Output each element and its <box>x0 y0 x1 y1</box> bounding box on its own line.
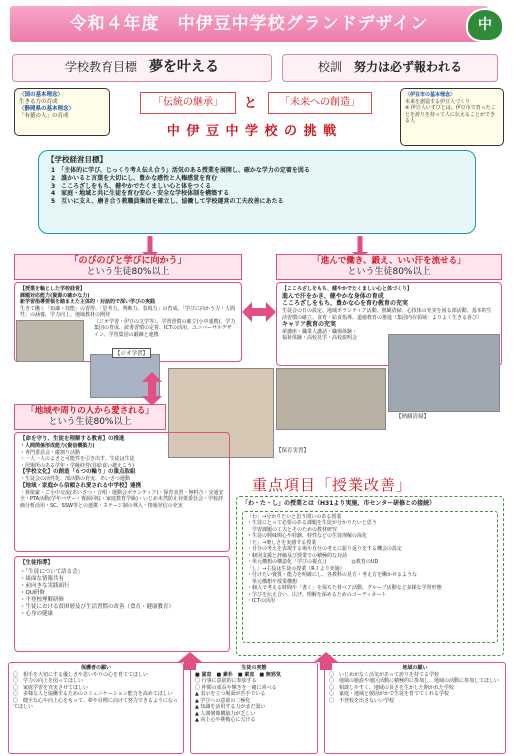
student-guidance-list <box>20 569 224 618</box>
community-wish-item: 〇 相談しやすく、地域の良さを生かした開かれた学校 <box>329 684 454 691</box>
management-goals-list <box>47 167 467 206</box>
watashi-item: ・生徒の興味関心や経験、特性などの生徒理解の深化 <box>247 533 368 540</box>
guidance-item: ・QU研修 <box>20 590 45 597</box>
community-wishes-list <box>329 672 501 705</box>
school-motto-value: 努力は必ず報われる <box>354 60 463 74</box>
management-goal-item: 1 「主体的に学び、じっくり考え伝え合う」活気のある授業を展開し、確かな学力の定着を図る <box>51 167 310 174</box>
guidance-item: ・心身の健康 <box>20 611 54 618</box>
section-a-line: （ジオ学習・伊豆の文学等）、学習習慣の確立(小中連携)、学力集団の育成、読書習慣の定着、ICTの活用、ユニバーサルデザイン、学習集団の鍛錬と連携 <box>94 318 236 338</box>
community-wish-item: 〇 不登校を出さないい学校 <box>329 697 395 704</box>
section-c-line: ・生徒会の活性化、部活動の充実、あいさつ運動 <box>20 476 131 483</box>
page-title: 令和４年度 中伊豆中学校グランドデザイン <box>10 6 488 42</box>
student-reality-item: ▲ 知識を活用する力がまだ弱い <box>195 704 266 710</box>
parents-wish-item: 〇 学力の向上を図ってほしい <box>13 678 84 684</box>
management-goal-item: 2 誰かいると言葉を大切にし、豊かな感性と人権感覚を育む <box>51 174 218 182</box>
section-a-line: 新学習指導要領を踏まえた主体的・対話的で深い学びの実践 <box>20 299 156 305</box>
section-a-subtitle: という生徒80%以上 <box>86 267 170 277</box>
city-principle-title: 〈伊豆市の基本理念〉 <box>405 92 456 98</box>
city-principle-text: 未来を創造する伊豆人づくり <box>405 98 471 105</box>
watashi-item: ・個人で考える時間や「書く」を保ちた材ペア活動、グループ活動など多様な学習形態 <box>247 585 442 592</box>
prefecture-principle-title: 〈静岡県の基本理念〉 <box>19 106 75 113</box>
section-b-title: 「進んで働き、鍛え、いい汗を流せる」 <box>312 256 466 266</box>
guidance-item: ・生徒における貧困層及び生活習慣の改善（食育・健康教育） <box>20 604 175 611</box>
city-principle-note: ※ 伊豆人いずびとは、伊豆市で育ったことを誇りを持って人に伝えることができる人 <box>405 105 496 124</box>
management-goals-title: 【学校経営目標】 <box>47 155 107 164</box>
watashi-lesson-box <box>236 496 504 656</box>
school-goal-label: 学校教育目標 <box>64 60 137 74</box>
student-reality-item: ▲ 学びへの意欲の二極化 <box>195 697 251 704</box>
tradition-box: 「伝統の継承」 <box>140 92 236 114</box>
watashi-item: ・学びを伝え合い、広げ、理解を深めるためのコーディネート <box>247 591 387 598</box>
classroom-photo <box>16 320 84 362</box>
section-c-body <box>14 432 230 552</box>
watashi-item: ・単元構想の構造化「学びの視点」) ◎教育のUD <box>247 559 379 566</box>
nursery-label: 【保育実習】 <box>276 448 310 454</box>
parents-wish-item: 〇 相手を大切にする優しさや思いやりの心を育ててほしい <box>13 671 149 678</box>
section-b-line: 【こころざしをもち、健やかでたくましい心と体づくり】 <box>282 286 413 292</box>
city-principle-box <box>400 88 504 146</box>
school-motto-label: 校訓 <box>317 60 342 74</box>
community-wishes-title: 地域の願い <box>402 665 428 671</box>
geo-label: 【ジオ学習】 <box>112 348 151 358</box>
student-reality-item: ▲ 表示を立つ場面が苦手でいる <box>195 691 266 697</box>
watashi-item: 単元構想や授業構想 <box>247 578 298 585</box>
guidance-item: ・前向きな実践面行 <box>20 583 70 590</box>
management-goal-item: 4 家庭・地域と共に生徒を育む安心・安全な学校体制を構築する <box>51 190 230 198</box>
student-reality-item: ▲ 向上心や挑戦心に欠ける <box>195 717 256 723</box>
guidance-item: ・不登校理解研修 <box>20 597 65 604</box>
community-wish-item: 〇 いじめがなく活気があって誇りを持てる学校 <box>329 671 439 678</box>
watashi-item: 「た」→楽しさを実感する授業 <box>247 539 317 546</box>
section-c-line: 【命を守り、生徒を理解する教育】の推進 <box>20 436 125 442</box>
section-b-header <box>276 254 502 280</box>
student-reality-item: ▲ 人間関係構築力が乏しい <box>195 710 256 717</box>
section-b-line: 福祉体験・高校見学・高校説明会 <box>282 335 358 342</box>
vertical-double-arrow <box>142 372 162 406</box>
section-c-line: ・居場所のある学年・学級経営(昼給食い越えこう) <box>20 462 134 469</box>
prefecture-principle-text: 「有徳の人」の育成 <box>19 113 69 120</box>
national-principle-text: 生きる力の育成 <box>19 99 58 106</box>
management-goal-item: 3 こころざしをもち、健やかでたくましい心と体をつくる <box>51 182 212 190</box>
watashi-item: ・ICTの活用 <box>247 598 276 605</box>
watashi-item: ・付けたい資質・能力を明確にし、各教科の見方・考え方を働かせるような <box>247 572 418 579</box>
parents-wishes-title: 保護者の願い <box>80 665 111 671</box>
section-c-line: ・専門委員会・縦割り活動 <box>20 449 81 456</box>
section-b-line: キャリア教育の充実 <box>282 321 337 329</box>
parents-wishes-box <box>8 662 184 754</box>
section-c-line: ・人間関係形成能力(資信構築力) <box>20 443 95 450</box>
section-c-header <box>14 404 166 430</box>
watashi-list <box>242 511 498 643</box>
watashi-item: 「し」→主役は生徒の授業（R１より実施） <box>247 565 345 572</box>
parents-wish-item: 〇 多様な人と協働するためのコミュニケーション能力を高めてほしい <box>13 691 173 697</box>
school-goal <box>12 54 272 82</box>
section-b-line: 生徒会の日の設定、地域ボランティア活動、熱観清掃、心技体の充実を図る部活動、基本的生活習慣の確立、食育・給食指導、道徳教育の推進（集団内存領域：よりよく生きる喜び） <box>282 308 492 321</box>
community-wish-item: 〇 地域の施設や地区活動に積極的に参加し、地域の活動に参加してほしい <box>329 678 500 684</box>
creation-box: 「未来への創造」 <box>268 92 372 114</box>
parents-wishes-list <box>13 672 179 711</box>
watashi-item: ・個別支援と評価及び授業での積極的な対話 <box>247 552 348 559</box>
watashi-item: 学習課題の工夫とそのための教材研究 <box>247 526 338 533</box>
parents-wish-item: 〇 健全な心や向上心をもって、夢や目標に向けて努力できるようになってほしい <box>13 697 178 710</box>
national-principle-box <box>14 88 110 136</box>
national-principle-title: 〈国の基本理念〉 <box>19 92 64 98</box>
horizontal-double-arrow <box>242 300 276 324</box>
watashi-item: 「わ」→分かりたいと思う問いのある授業 <box>247 513 342 520</box>
cleaning-photo <box>388 334 500 412</box>
student-reality-categories: ■ 富直 ■ 素朴 ■ 素直 ■ 無邪気 <box>195 671 281 678</box>
guidance-item: ・「生徒について語る会」 <box>20 569 84 576</box>
student-guidance-title: 【生徒指導】 <box>20 560 54 566</box>
section-c-subtitle: という生徒80%以上 <box>48 417 132 427</box>
section-a-title: 「のびのびと学びに向かう」 <box>69 256 187 266</box>
management-goal-item: 5 互いに支え、磨き合う教職員集団を確立し、協働して学校運営の工夫改善にあたる <box>51 198 284 206</box>
community-wishes-box <box>324 662 506 754</box>
school-goal-value: 夢を叶える <box>149 59 220 75</box>
cleaning-photo-2 <box>276 368 386 430</box>
section-b-line: 夢講座・職業人講話・職場体験・ <box>282 328 358 335</box>
parents-wish-item: 〇 家庭学習を充実させてほしい <box>13 684 89 691</box>
section-a-line: 課題対応能力(資源の確かな力) <box>20 292 90 299</box>
community-wish-item: 〇 家庭・地域と緩固がかで生徒を育ててくれる学校 <box>329 691 450 697</box>
section-c-title: 「地域や周りの人から愛される」 <box>26 406 154 416</box>
student-reality-list <box>195 678 313 724</box>
section-b-line: 進んで汗をかき、健やかな身体の育成 <box>282 292 384 300</box>
cleaning-label: 【熱観清掃】 <box>396 414 430 420</box>
student-reality-box <box>190 662 318 754</box>
student-guidance-box <box>14 556 230 652</box>
section-a-line: 【授業を軸とした学校経営】 <box>20 286 86 292</box>
watashi-title: 「わ・た・し」の授業とは（H31より実施、市センター研修との接続） <box>242 500 436 507</box>
section-c-line: ・一人一人のよさと可能性を引き出す。生徒は生徒 <box>20 456 135 463</box>
student-reality-item: 〇 行事に意欲的に参加する <box>195 678 257 684</box>
management-goals-box <box>38 150 476 234</box>
school-emblem-icon: 中 <box>466 8 504 42</box>
section-a-line: 生きて働く「知識・技能」の習得、「思考力、判断力、表現力」の育成、「学びに向かう力・人間性」の涵養、学力向上、地域教材の開発 <box>20 305 236 318</box>
section-b-subtitle: という生徒80%以上 <box>347 267 431 277</box>
section-c-line: 【地域・家庭から信頼され愛される中学校】連携 <box>20 482 142 489</box>
focus-heading: 重点項目「授業改善」 <box>252 476 413 494</box>
and-text: と <box>244 96 258 111</box>
student-reality-title: 生徒の実態 <box>241 665 267 671</box>
challenge-heading: 中 伊 豆 中 学 校 の 挑 戦 <box>166 124 338 139</box>
section-c-line: ・狭依豪・ご小中交流(あいさつ・合唱・運動会ボランティア)・保育実習・無料合・交通安全・PTA活動(学年バザー・資源回収・家庭教育学級)・いじめ未然防止対策委員会・学校評価分析活用・SC、SSW等との連携・ステージ制の導入・情報発信の充実 <box>20 489 224 509</box>
student-reality-item: 〇 仲間の成長や輝きを一緒に喜べる <box>195 684 277 691</box>
section-a-header <box>14 254 242 280</box>
watashi-item: ・自分の考えを表現する場や自分の考えに振り返りをする機会の設定 <box>247 546 403 553</box>
school-motto <box>282 54 498 82</box>
watashi-item: ・生徒にとって必要のある課題を生徒が分かりたいと思う <box>247 520 377 527</box>
section-c-line: 【学校文化】の創造「６つの輪り」の重点取組 <box>20 469 136 476</box>
section-b-line: こころざしをもち、豊かな心を育む教育の充実 <box>282 300 409 308</box>
guidance-item: ・組面な情報共有 <box>20 576 65 583</box>
